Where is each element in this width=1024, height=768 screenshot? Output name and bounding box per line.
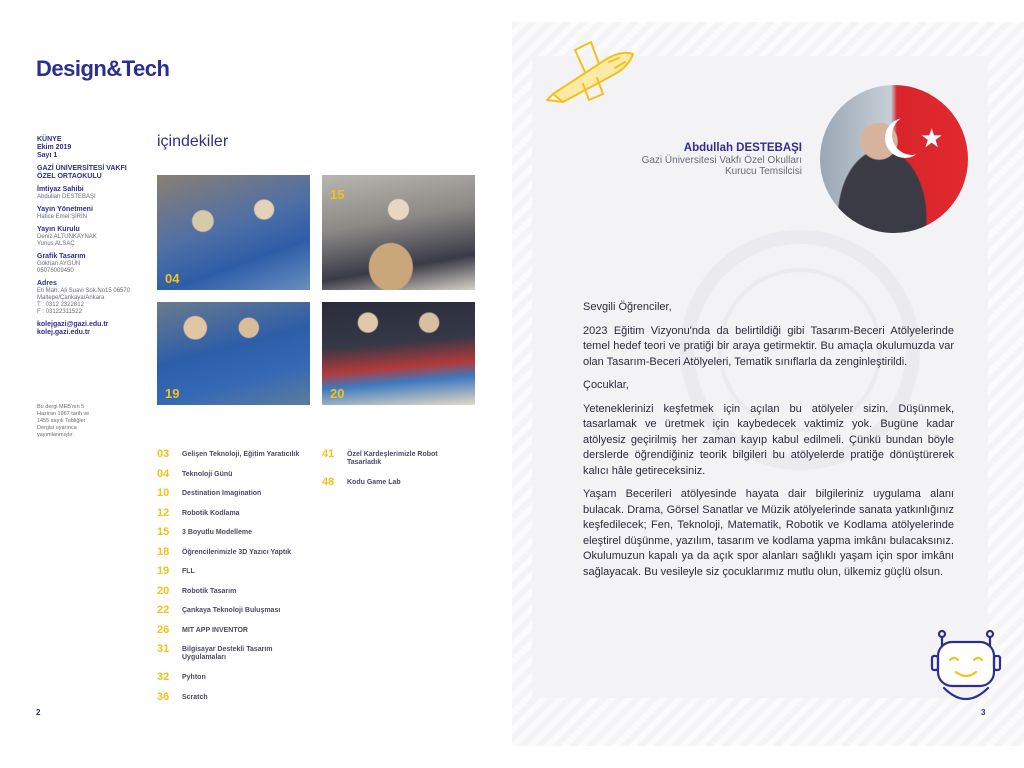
toc-entry[interactable] [157,585,317,605]
page-number-left: 2 [36,708,41,717]
colophon-line: Eti Mah. Ali Suavi Sok.No15 06570 [37,288,131,294]
toc-entry[interactable] [322,476,472,496]
colophon-line: Abdullah DESTEBAŞI [37,194,96,200]
colophon-heading: Adres [37,280,57,287]
colophon-design [37,253,147,275]
colophon-heading: Ekim 2019 [37,144,72,151]
colophon-address [37,280,147,316]
toc-page-number: 32 [157,671,170,683]
toc-page-number: 03 [157,448,170,460]
colophon-owner [37,186,147,201]
letter-paragraph: Yeteneklerinizi keşfetmek için açılan bu atölyeler sizin. Düşünmek, tasarlamak ve üretmek için kaybedecek vaktimiz yok. Bugüne kadar atölyesiz geçirilmiş her zaman kayıp kabul edilmeli. Çünkü bundan böyle derslerde öğrendiğiniz teorik bilgileri bu atölyelerde pratiğe dönüştürerek kalıcı hâle getireceksiniz. [583,402,954,477]
toc-entry-label: Bilgisayar Destekli Tasarım Uygulamaları [182,646,273,661]
toc-list [157,448,317,710]
toc-entry-label: Öğrencilerimizle 3D Yazıcı Yaptık [182,548,292,556]
letter-paragraph: 2023 Eğitim Vizyonu'nda da belirtildiği gibi Tasarım-Beceri Atölyelerinde temel hedef teori ve pratiği bir araya getirmektir. Bu amaçla okulumuzda var olan Tasarım-Beceri Atölyeleri, Tematik sınıflarla da zenginleştirildi. [583,324,954,368]
photo-page-number: 04 [165,271,180,286]
toc-page-number: 15 [157,526,170,538]
toc-page-number: 18 [157,545,170,558]
toc-entry-label: Çankaya Teknoloji Buluşması [182,607,281,614]
toc-entry[interactable] [157,468,317,488]
toc-entry[interactable] [322,448,472,476]
toc-entry-label: Kodu Game Lab [347,479,401,486]
toc-title: içindekiler [157,133,229,150]
toc-page-number: 36 [157,690,170,703]
toc-entry-label: Pyhton [182,674,206,681]
colophon [37,136,147,342]
toc-photo [157,175,310,290]
colophon-line: Hatice Emel ŞİRİN [37,214,88,220]
toc-entry-label: Özel Kardeşlerimizle Robot Tasarladık [347,451,438,466]
toc-page-number: 19 [157,565,170,577]
toc-entry[interactable] [157,624,317,644]
brand-logo: Design&Tech [36,56,170,81]
colophon-line: T : 0312 2322812 [37,302,84,308]
toc-page-number: 41 [322,448,335,460]
toc-page-number: 12 [157,506,170,519]
colophon-board [37,226,147,248]
colophon-school [37,165,147,181]
photo-page-number: 15 [330,187,345,202]
colophon-line: Maltepe/Çankaya/Ankara [37,295,105,301]
colophon-line: Deniz ALTUNKAYNAK [37,234,97,240]
toc-entry-label: Robotik Tasarım [182,587,237,595]
toc-photo [322,175,475,290]
toc-entry-label: Teknoloji Günü [182,470,233,478]
toc-page-number: 10 [157,487,170,499]
toc-page-number: 31 [157,643,170,655]
robot-icon [930,628,1002,710]
colophon-line: 05076009450 [37,268,74,274]
colophon-heading: Yayın Yönetmeni [37,206,93,213]
toc-page-number: 48 [322,476,335,488]
toc-entry-label: MIT APP INVENTOR [182,626,248,634]
toc-entry-label: Destination Imagination [182,490,262,497]
letter-paragraph: Yaşam Becerileri atölyesinde hayata dair bilgileriniz uygulama alanı bulacak. Drama, Görsel Sanatlar ve Müzik atölyelerinde sanata yatkınlığınız keşfedilecek; Fen, Teknoloji, Matematik, Robotik ve Kodlama atölyelerinde eleştirel düşünme, yazılım, tasarım ve kodlama yapma imkânı bulacaksınız. Okulumuzun kapalı ya da açık spor alanları sağlıklı yaşam için spor imkânı sağlayacak. Bu vesileyle siz çocuklarımız mutlu olun, ülkemiz güçlü olsun. [583,488,954,578]
colophon-heading: KÜNYE [37,136,62,143]
signer-block [642,143,802,178]
photo-page-number: 20 [330,386,345,401]
colophon-line: Yunus ALSAÇ [37,241,75,247]
page-number-right: 3 [981,708,986,717]
toc-entry[interactable] [157,448,317,468]
toc-entry-label: Scratch [182,693,208,701]
letter-paragraph: Sevgili Öğrenciler, [583,301,672,313]
toc-entry[interactable] [157,565,317,585]
letter-body [583,300,954,588]
toc-entry[interactable] [157,487,317,507]
colophon-line: Gökhan AYGÜN [37,261,81,267]
toc-entry-label: Gelişen Teknoloji, Eğitim Yaratıcılık [182,451,300,458]
signer-title: Gazi Üniversitesi Vakfı Özel Okulları [641,154,802,166]
colophon-editor [37,206,147,221]
toc-entry-label: Robotik Kodlama [182,509,240,517]
toc-entry[interactable] [157,526,317,546]
rocket-icon [545,38,639,104]
toc-entry[interactable] [157,604,317,624]
toc-photo [157,302,310,405]
colophon-heading: İmtiyaz Sahibi [37,186,84,193]
toc-page-number: 22 [157,604,170,616]
contact-website[interactable]: kolej.gazi.edu.tr [37,329,90,336]
colophon-issue [37,136,147,160]
toc-entry[interactable] [157,643,317,671]
toc-page-number: 26 [157,623,170,636]
colophon-contact [37,321,147,337]
colophon-heading: GAZİ ÜNİVERSİTESİ VAKFI ÖZEL ORTAOKULU [37,165,127,180]
signer-portrait [820,85,968,233]
toc-entry[interactable] [157,671,317,691]
colophon-line: F : 03122311522 [37,309,82,315]
toc-page-number: 04 [157,467,170,480]
publication-note: Bu dergi MEB'nın 5 Haziran 1967 tarih ve 1455 sayılı Tebliğler Dergisi uyarınca yayımlanmıştır. [37,404,90,438]
photo-page-number: 19 [165,386,180,401]
colophon-heading: Sayı 1 [37,152,58,159]
signer-role: Kurucu Temsilcisi [724,166,802,177]
colophon-heading: Grafik Tasarım [37,253,86,260]
toc-entry-label: 3 Boyutlu Modelleme [182,529,253,536]
letter-paragraph: Çocuklar, [583,379,629,391]
colophon-heading: Yayın Kurulu [37,226,80,233]
toc-list [322,448,472,496]
toc-entry-label: FLL [182,568,195,575]
toc-entry[interactable] [157,691,317,711]
contact-email[interactable]: kolejgazi@gazi.edu.tr [37,321,109,328]
toc-page-number: 20 [157,584,170,597]
toc-entry[interactable] [157,507,317,527]
signer-name: Abdullah DESTEBAŞI [683,142,802,154]
toc-photo [322,302,475,405]
flag-star-icon: ★ [920,123,944,153]
toc-entry[interactable] [157,546,317,566]
